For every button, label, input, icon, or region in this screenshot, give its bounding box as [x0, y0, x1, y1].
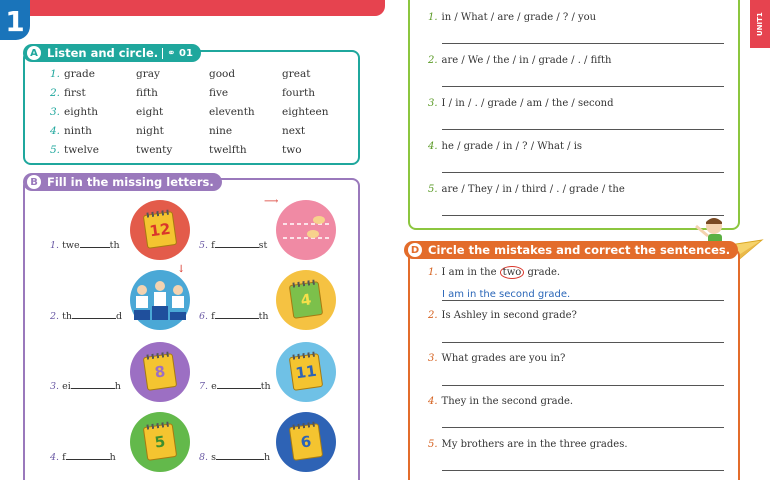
word-option[interactable]: eighteen	[282, 106, 329, 118]
word-start: e	[211, 381, 217, 392]
word-option[interactable]: twenty	[136, 144, 173, 156]
sentence: What grades are you in?	[441, 353, 566, 364]
section-a-title: Listen and circle.	[47, 46, 159, 60]
answer-line[interactable]	[442, 86, 724, 87]
sentence: My brothers are in the three grades.	[441, 439, 628, 450]
fill-item-6	[199, 311, 269, 322]
sentence: They in the second grade.	[441, 396, 574, 407]
word-start: ei	[62, 381, 71, 392]
section-b-letter: B	[27, 175, 41, 189]
item-num: 2.	[428, 310, 438, 321]
item-num: 1.	[428, 12, 438, 23]
word-end: h	[114, 381, 121, 392]
section-a-letter: A	[27, 46, 41, 60]
item-num: 2.	[50, 311, 60, 322]
word-option[interactable]: twelfth	[209, 144, 247, 156]
answer-line[interactable]	[442, 427, 724, 428]
item-num: 5.	[428, 439, 438, 450]
circled-mistake[interactable]: two	[500, 266, 525, 279]
word-end: h	[109, 452, 116, 463]
fill-item-2	[50, 311, 122, 322]
blank-input[interactable]	[72, 318, 116, 319]
picture-first	[276, 200, 336, 260]
picture-eleventh	[276, 342, 336, 402]
answer-line[interactable]	[442, 300, 724, 301]
word-option[interactable]: fifth	[136, 87, 158, 99]
podium-icon	[132, 278, 188, 322]
item-num: 1.	[428, 267, 438, 278]
scrambled-words: in / What / are / grade / ? / you	[441, 12, 597, 23]
word-end: h	[263, 452, 271, 463]
item-num: 3.	[428, 353, 438, 364]
word-option[interactable]: eighth	[64, 106, 99, 118]
scrambled-words: I / in / . / grade / am / the / second	[441, 98, 614, 109]
a-row-num: 3.	[50, 106, 61, 118]
word-option[interactable]: night	[136, 125, 164, 137]
section-c-box	[408, 0, 740, 230]
unscramble-item-2	[428, 55, 611, 66]
fill-item-7	[199, 381, 271, 392]
headphones-icon[interactable]: ⚭ 01	[162, 48, 193, 59]
race-track-icon	[281, 210, 331, 250]
answer-line[interactable]	[442, 129, 724, 130]
word-option[interactable]: two	[282, 144, 302, 156]
item-num: 5.	[199, 240, 209, 251]
picture-third	[130, 270, 190, 330]
unit-tab: UNIT1	[750, 0, 770, 48]
word-start: f	[211, 240, 215, 251]
word-start: twe	[62, 240, 80, 251]
word-option[interactable]: grade	[64, 68, 95, 80]
a-row-num: 1.	[50, 68, 61, 80]
word-option[interactable]: five	[209, 87, 229, 99]
word-end: st	[258, 240, 268, 251]
section-a-header	[23, 44, 201, 62]
scrambled-words: he / grade / in / ? / What / is	[441, 141, 583, 152]
word-start: s	[211, 452, 216, 463]
sentence: Is Ashley in second grade?	[441, 310, 577, 321]
word-option[interactable]: ninth	[64, 125, 92, 137]
word-end: th	[109, 240, 120, 251]
arrow-down-icon: ↓	[177, 264, 186, 275]
word-end: th	[260, 381, 271, 392]
blank-input[interactable]	[80, 247, 110, 248]
calendar-icon: 12	[143, 211, 177, 249]
answer-line[interactable]	[442, 470, 724, 471]
arrow-right-icon: ⟶	[264, 196, 279, 207]
scrambled-words: are / They / in / third / . / grade / the	[441, 184, 625, 195]
picture-fifth	[130, 412, 190, 472]
picture-twelfth	[130, 200, 190, 260]
answer-line[interactable]	[442, 172, 724, 173]
calendar-icon: 8	[143, 353, 177, 391]
answer-line[interactable]	[442, 215, 724, 216]
word-option[interactable]: twelve	[64, 144, 99, 156]
blank-input[interactable]	[215, 247, 259, 248]
word-option[interactable]: next	[282, 125, 306, 137]
item-num: 3.	[50, 381, 60, 392]
fill-item-4	[50, 452, 116, 463]
unscramble-item-3	[428, 98, 613, 109]
fill-item-8	[199, 452, 270, 463]
item-num: 7.	[199, 381, 209, 392]
correct-item-2	[428, 310, 577, 321]
answer-line[interactable]	[442, 43, 724, 44]
blank-input[interactable]	[71, 388, 115, 389]
unit-number-badge: 1	[0, 0, 30, 40]
fill-item-5	[199, 240, 267, 251]
a-row-num: 4.	[50, 125, 61, 137]
calendar-icon: 4	[289, 281, 323, 319]
scrambled-words: are / We / the / in / grade / . / fifth	[441, 55, 612, 66]
blank-input[interactable]	[66, 459, 110, 460]
item-num: 4.	[50, 452, 60, 463]
word-start: f	[211, 311, 215, 322]
answer-line[interactable]	[442, 385, 724, 386]
fill-item-3	[50, 381, 121, 392]
audio-track: 01	[179, 47, 193, 59]
item-num: 1.	[50, 240, 60, 251]
correct-item-3	[428, 353, 565, 364]
top-banner	[0, 0, 385, 16]
item-num: 4.	[428, 141, 438, 152]
correct-item-5	[428, 439, 628, 450]
correct-item-4	[428, 396, 573, 407]
fill-item-1	[50, 240, 120, 251]
blank-input[interactable]	[215, 318, 259, 319]
section-b-title: Fill in the missing letters.	[47, 175, 214, 189]
correct-item-1	[428, 267, 560, 278]
word-option[interactable]: fourth	[282, 87, 315, 99]
word-option[interactable]: eleventh	[209, 106, 255, 118]
word-option[interactable]: nine	[209, 125, 233, 137]
sentence-part: I am in the	[441, 267, 500, 278]
word-option[interactable]: great	[282, 68, 311, 80]
word-option[interactable]: first	[64, 87, 86, 99]
word-end: th	[258, 311, 269, 322]
section-d-letter: D	[408, 243, 422, 257]
section-d-header	[404, 241, 738, 259]
item-num: 2.	[428, 55, 438, 66]
blank-input[interactable]	[217, 388, 261, 389]
word-start: f	[62, 452, 66, 463]
item-num: 3.	[428, 98, 438, 109]
unscramble-item-4	[428, 141, 582, 152]
picture-fourth	[276, 270, 336, 330]
sentence-part: grade.	[524, 267, 561, 278]
picture-eighth	[130, 342, 190, 402]
unscramble-item-1	[428, 12, 596, 23]
a-row-num: 5.	[50, 144, 61, 156]
item-num: 4.	[428, 396, 438, 407]
item-num: 5.	[428, 184, 438, 195]
calendar-icon: 6	[289, 423, 323, 461]
calendar-icon: 5	[143, 423, 177, 461]
blank-input[interactable]	[216, 459, 264, 460]
a-row-num: 2.	[50, 87, 61, 99]
word-option[interactable]: gray	[136, 68, 160, 80]
word-end: d	[116, 311, 123, 322]
section-b-header	[23, 173, 222, 191]
unscramble-item-5	[428, 184, 625, 195]
word-option[interactable]: eight	[136, 106, 164, 118]
section-d-title: Circle the mistakes and correct the sentences.	[428, 243, 731, 257]
word-option[interactable]: good	[209, 68, 236, 80]
example-answer: I am in the second grade.	[442, 289, 571, 300]
word-start: th	[62, 311, 73, 322]
item-num: 8.	[199, 452, 209, 463]
answer-line[interactable]	[442, 342, 724, 343]
picture-sixth	[276, 412, 336, 472]
item-num: 6.	[199, 311, 209, 322]
calendar-icon: 11	[289, 353, 323, 391]
